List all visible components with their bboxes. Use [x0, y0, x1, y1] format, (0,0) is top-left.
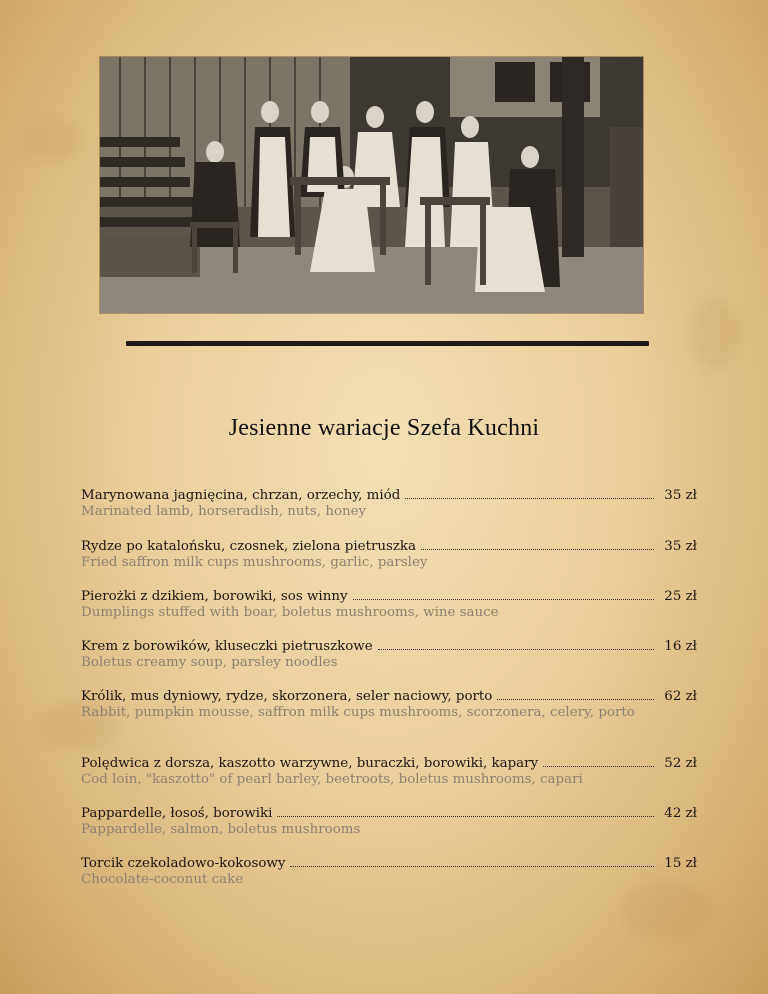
menu-item-line	[81, 755, 697, 772]
dish-name: Torcik czekoladowo-kokosowy	[81, 856, 286, 871]
dot-leader	[543, 766, 654, 767]
menu-item-line	[81, 855, 697, 872]
dish-name-english: Rabbit, pumpkin mousse, saffron milk cups mushrooms, scorzonera, celery, porto	[81, 705, 635, 720]
dot-leader	[290, 866, 654, 867]
menu-item	[81, 755, 697, 788]
menu-item-line	[81, 487, 697, 504]
dot-leader	[421, 549, 654, 550]
paper-stain	[690, 300, 740, 370]
dish-name: Pappardelle, łosoś, borowiki	[81, 806, 273, 821]
menu-item	[81, 805, 697, 838]
menu-item-line	[81, 638, 697, 655]
dish-name: Królik, mus dyniowy, rydze, skorzonera, seler naciowy, porto	[81, 689, 493, 704]
section-divider	[126, 341, 649, 346]
menu-title: Jesienne wariacje Szefa Kuchni	[228, 415, 540, 441]
dot-leader	[497, 699, 654, 700]
dish-price: 16 zł	[664, 639, 697, 654]
dish-price: 52 zł	[664, 756, 697, 771]
photo-illustration	[100, 57, 643, 313]
dish-name: Rydze po katalońsku, czosnek, zielona pietruszka	[81, 539, 417, 554]
dish-price: 35 zł	[664, 539, 697, 554]
dish-name: Krem z borowików, kluseczki pietruszkowe	[81, 639, 373, 654]
dish-name-english: Cod loin, "kaszotto" of pearl barley, beetroots, boletus mushrooms, capari	[81, 772, 583, 787]
dish-name-english: Chocolate-coconut cake	[81, 872, 244, 887]
dot-leader	[277, 816, 654, 817]
menu-item	[81, 688, 697, 721]
menu-item	[81, 638, 697, 671]
dish-price: 15 zł	[664, 856, 697, 871]
dish-name: Pierożki z dzikiem, borowiki, sos winny	[81, 589, 348, 604]
dish-name-english: Marinated lamb, horseradish, nuts, honey	[81, 504, 367, 519]
dish-price: 62 zł	[664, 689, 697, 704]
paper-stain	[20, 120, 80, 160]
menu-item	[81, 538, 697, 571]
menu-item-line	[81, 538, 697, 555]
dish-price: 42 zł	[664, 806, 697, 821]
dish-price: 25 zł	[664, 589, 697, 604]
dish-name: Marynowana jagnięcina, chrzan, orzechy, miód	[81, 488, 401, 503]
menu-item-line	[81, 588, 697, 605]
menu-item	[81, 487, 697, 520]
menu-item-line	[81, 688, 697, 705]
menu-item-line	[81, 805, 697, 822]
dish-name-english: Pappardelle, salmon, boletus mushrooms	[81, 822, 361, 837]
dish-name-english: Boletus creamy soup, parsley noodles	[81, 655, 338, 670]
vintage-kitchen-photo	[100, 57, 643, 313]
dish-name: Polędwica z dorsza, kaszotto warzywne, buraczki, borowiki, kapary	[81, 756, 539, 771]
dot-leader	[405, 498, 654, 499]
dot-leader	[353, 599, 654, 600]
paper-stain	[620, 880, 710, 940]
menu-item	[81, 855, 697, 888]
dish-name-english: Fried saffron milk cups mushrooms, garlic, parsley	[81, 555, 428, 570]
dish-price: 35 zł	[664, 488, 697, 503]
menu-item	[81, 588, 697, 621]
dot-leader	[378, 649, 654, 650]
dish-name-english: Dumplings stuffed with boar, boletus mushrooms, wine sauce	[81, 605, 499, 620]
